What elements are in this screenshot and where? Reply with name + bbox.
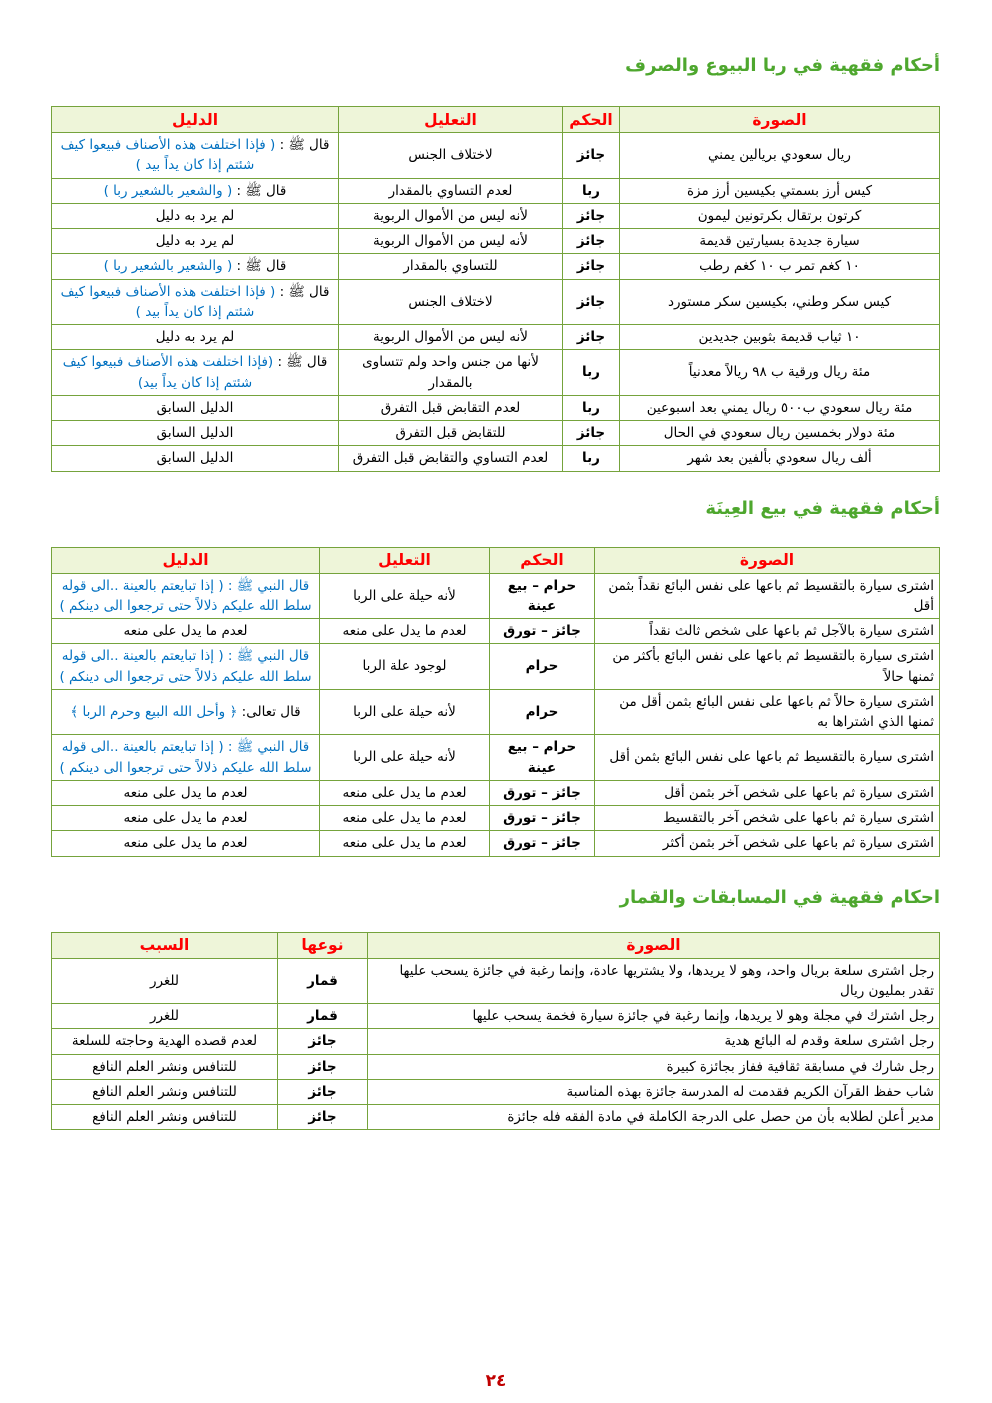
column-header-type: نوعها xyxy=(278,932,368,958)
reason-cell: لاختلاف الجنس xyxy=(339,279,563,325)
type-cell: جائز xyxy=(278,1029,368,1054)
table-row xyxy=(52,133,940,179)
table-row xyxy=(52,573,940,619)
case-cell: كيس سكر وطني، بكيسين سكر مستورد xyxy=(620,279,940,325)
cause-cell: للتنافس ونشر العلم النافع xyxy=(52,1079,278,1104)
reason-cell: لأنه ليس من الأموال الربوية xyxy=(339,229,563,254)
column-header-daleel: الدليل xyxy=(52,107,339,133)
case-cell: رجل شارك في مسابقة ثقافية ففاز بجائزة كبيرة xyxy=(368,1054,940,1079)
evidence-cell xyxy=(52,350,339,396)
ruling-cell: جائز – تورق xyxy=(490,831,595,856)
table-row xyxy=(52,421,940,446)
qimar-table xyxy=(51,932,940,1131)
evidence-cell xyxy=(52,133,339,179)
case-cell: مئة ريال سعودي ب٥٠٠ ريال يمني بعد اسبوعين xyxy=(620,395,940,420)
evidence-quote: ( فإذا اختلفت هذه الأصناف فبيعوا كيف شئتم إذا كان يداً بيد ) xyxy=(60,137,276,174)
cause-cell: للغرر xyxy=(52,958,278,1004)
case-cell: شاب حفظ القرآن الكريم فقدمت له المدرسة جائزة بهذه المناسبة xyxy=(368,1079,940,1104)
evidence-cell xyxy=(52,178,339,203)
table-row xyxy=(52,1079,940,1104)
ruling-cell: جائز xyxy=(563,229,620,254)
column-header-taleel: التعليل xyxy=(339,107,563,133)
case-cell: اشترى سيارة ثم باعها على شخص آخر بثمن أكثر xyxy=(595,831,940,856)
eenah-table xyxy=(51,547,940,857)
evidence-cell: قال النبي ﷺ : ( إذا تبايعتم بالعينة ..الى قوله سلط الله عليكم ذلالاً حتى ترجعوا الى دينكم ) xyxy=(52,573,320,619)
case-cell: رجل اشترك في مجلة وهو لا يريدها، وإنما رغبة في جائزة سيارة فخمة يسحب عليها xyxy=(368,1004,940,1029)
evidence-cell: لم يرد به دليل xyxy=(52,325,339,350)
ruling-cell: جائز xyxy=(563,254,620,279)
table-row xyxy=(52,229,940,254)
ruling-cell: ربا xyxy=(563,395,620,420)
table-row xyxy=(52,395,940,420)
table-row xyxy=(52,1029,940,1054)
reason-cell: لأنه ليس من الأموال الربوية xyxy=(339,325,563,350)
evidence-cell: الدليل السابق xyxy=(52,446,339,471)
ruling-cell: جائز xyxy=(563,279,620,325)
type-cell: قمار xyxy=(278,958,368,1004)
evidence-quote: ﴿ وأحل الله البيع وحرم الربا ﴾ xyxy=(70,703,238,720)
case-cell: ١٠ ثياب قديمة بثوبين جديدين xyxy=(620,325,940,350)
evidence-cell: لم يرد به دليل xyxy=(52,203,339,228)
type-cell: قمار xyxy=(278,1004,368,1029)
table-row xyxy=(52,254,940,279)
case-cell: اشترى سيارة حالاً ثم باعها على نفس البائع بثمن أقل من ثمنها الذي اشتراها به xyxy=(595,689,940,735)
case-cell: كرتون برتقال بكرتونين ليمون xyxy=(620,203,940,228)
table-row xyxy=(52,178,940,203)
ruling-cell: جائز – تورق xyxy=(490,619,595,644)
page-number: ٢٤ xyxy=(485,1371,507,1391)
table-row xyxy=(52,689,940,735)
ruling-cell: حرام xyxy=(490,689,595,735)
reason-cell: لأنه حيلة على الربا xyxy=(320,573,490,619)
evidence-prefix: قال ﷺ : xyxy=(273,354,328,371)
table-row xyxy=(52,203,940,228)
table-row xyxy=(52,1054,940,1079)
reason-cell: لوجود علة الربا xyxy=(320,644,490,690)
cause-cell: للتنافس ونشر العلم النافع xyxy=(52,1105,278,1130)
evidence-cell: لعدم ما يدل على منعه xyxy=(52,831,320,856)
ruling-cell: جائز xyxy=(563,133,620,179)
qimar-section-title: احكام فقهية في المسابقات والقمار xyxy=(619,886,940,908)
evidence-prefix: قال ﷺ : xyxy=(232,258,287,275)
reason-cell: لأنه حيلة على الربا xyxy=(320,735,490,781)
column-header-soorah: الصورة xyxy=(620,107,940,133)
evidence-cell xyxy=(52,689,320,735)
reason-cell: للتقابض قبل التفرق xyxy=(339,421,563,446)
evidence-cell: لعدم ما يدل على منعه xyxy=(52,806,320,831)
evidence-cell: لعدم ما يدل على منعه xyxy=(52,619,320,644)
table-row xyxy=(52,958,940,1004)
table-row xyxy=(52,831,940,856)
table-row xyxy=(52,806,940,831)
table-row xyxy=(52,735,940,781)
table-row xyxy=(52,1105,940,1130)
evidence-prefix: قال ﷺ : xyxy=(232,182,287,199)
evidence-cell: الدليل السابق xyxy=(52,421,339,446)
reason-cell: لعدم ما يدل على منعه xyxy=(320,831,490,856)
evidence-prefix: قال ﷺ : xyxy=(275,283,330,300)
table-row xyxy=(52,350,940,396)
ruling-cell: جائز xyxy=(563,325,620,350)
reason-cell: لعدم التقابض قبل التفرق xyxy=(339,395,563,420)
ruling-cell: ربا xyxy=(563,178,620,203)
column-header-daleel: الدليل xyxy=(52,547,320,573)
case-cell: اشترى سيارة بالتقسيط ثم باعها على نفس البائع بأكثر من ثمنها حالاً xyxy=(595,644,940,690)
reason-cell: لأنها من جنس واحد ولم تتساوى بالمقدار xyxy=(339,350,563,396)
reason-cell: لعدم ما يدل على منعه xyxy=(320,806,490,831)
case-cell: مدير أعلن لطلابه بأن من حصل على الدرجة الكاملة في مادة الفقه فله جائزة xyxy=(368,1105,940,1130)
column-header-hukm: الحكم xyxy=(490,547,595,573)
column-header-soorah: الصورة xyxy=(368,932,940,958)
column-header-taleel: التعليل xyxy=(320,547,490,573)
case-cell: مئة دولار بخمسين ريال سعودي في الحال xyxy=(620,421,940,446)
case-cell: ريال سعودي بريالين يمني xyxy=(620,133,940,179)
case-cell: اشترى سيارة بالتقسيط ثم باعها على نفس البائع بثمن أقل xyxy=(595,735,940,781)
table-row xyxy=(52,619,940,644)
reason-cell: لعدم التساوي والتقابض قبل التفرق xyxy=(339,446,563,471)
reason-cell: لاختلاف الجنس xyxy=(339,133,563,179)
riba-table xyxy=(51,106,940,472)
case-cell: رجل اشترى سلعة وقدم له البائع هدية xyxy=(368,1029,940,1054)
ruling-cell: ربا xyxy=(563,446,620,471)
reason-cell: لعدم ما يدل على منعه xyxy=(320,780,490,805)
riba-header-row xyxy=(52,107,940,133)
evidence-prefix: قال ﷺ : xyxy=(275,137,330,153)
type-cell: جائز xyxy=(278,1105,368,1130)
case-cell: اشترى سيارة ثم باعها على شخص آخر بالتقسيط xyxy=(595,806,940,831)
table-row xyxy=(52,446,940,471)
cause-cell: للغرر xyxy=(52,1004,278,1029)
evidence-prefix: قال تعالى: xyxy=(237,703,301,720)
case-cell: مئة ريال ورقية ب ٩٨ ريالاً معدنياً xyxy=(620,350,940,396)
case-cell: اشترى سيارة ثم باعها على شخص آخر بثمن أقل xyxy=(595,780,940,805)
evidence-cell: قال النبي ﷺ : ( إذا تبايعتم بالعينة ..الى قوله سلط الله عليكم ذلالاً حتى ترجعوا الى دينكم ) xyxy=(52,644,320,690)
evidence-cell: لم يرد به دليل xyxy=(52,229,339,254)
qimar-header-row xyxy=(52,932,940,958)
case-cell: اشترى سيارة بالآجل ثم باعها على شخص ثالث نقداً xyxy=(595,619,940,644)
table-row xyxy=(52,1004,940,1029)
type-cell: جائز xyxy=(278,1079,368,1104)
reason-cell: لعدم ما يدل على منعه xyxy=(320,619,490,644)
evidence-cell xyxy=(52,279,339,325)
table-row xyxy=(52,780,940,805)
ruling-cell: حرام xyxy=(490,644,595,690)
reason-cell: للتساوي بالمقدار xyxy=(339,254,563,279)
column-header-hukm: الحكم xyxy=(563,107,620,133)
ruling-cell: جائز xyxy=(563,203,620,228)
evidence-quote: ( والشعير بالشعير ربا ) xyxy=(103,258,233,275)
evidence-cell: لعدم ما يدل على منعه xyxy=(52,780,320,805)
column-header-sabab: السبب xyxy=(52,932,278,958)
cause-cell: للتنافس ونشر العلم النافع xyxy=(52,1054,278,1079)
evidence-quote: ( فإذا اختلفت هذه الأصناف فبيعوا كيف شئتم إذا كان يداً بيد ) xyxy=(60,283,276,320)
ruling-cell: جائز – تورق xyxy=(490,780,595,805)
column-header-soorah: الصورة xyxy=(595,547,940,573)
ruling-cell: جائز – تورق xyxy=(490,806,595,831)
table-row xyxy=(52,279,940,325)
case-cell: ألف ريال سعودي بألفين بعد شهر xyxy=(620,446,940,471)
ruling-cell: حرام – بيع عينة xyxy=(490,573,595,619)
cause-cell: لعدم قصده الهدية وحاجته للسلعة xyxy=(52,1029,278,1054)
evidence-cell xyxy=(52,254,339,279)
evidence-cell: قال النبي ﷺ : ( إذا تبايعتم بالعينة ..الى قوله سلط الله عليكم ذلالاً حتى ترجعوا الى دينكم ) xyxy=(52,735,320,781)
eenah-header-row xyxy=(52,547,940,573)
case-cell: كيس أرز بسمتي بكيسين أرز مزة xyxy=(620,178,940,203)
case-cell: ١٠ كغم تمر ب ١٠ كغم رطب xyxy=(620,254,940,279)
reason-cell: لأنه ليس من الأموال الربوية xyxy=(339,203,563,228)
case-cell: رجل اشترى سلعة بريال واحد، وهو لا يريدها، ولا يشتريها عادة، وإنما رغبة في جائزة يسحب عليها تقدر بمليون ريال xyxy=(368,958,940,1004)
table-row xyxy=(52,325,940,350)
case-cell: سيارة جديدة بسيارتين قديمة xyxy=(620,229,940,254)
reason-cell: لعدم التساوي بالمقدار xyxy=(339,178,563,203)
evidence-cell: الدليل السابق xyxy=(52,395,339,420)
type-cell: جائز xyxy=(278,1054,368,1079)
table-row xyxy=(52,644,940,690)
evidence-quote: ( والشعير بالشعير ربا ) xyxy=(103,182,233,199)
reason-cell: لأنه حيلة على الربا xyxy=(320,689,490,735)
evidence-quote: (فإذا اختلفت هذه الأصناف فبيعوا كيف شئتم إذا كان يداً بيد) xyxy=(62,354,274,391)
case-cell: اشترى سيارة بالتقسيط ثم باعها على نفس البائع نقداً بثمن أقل xyxy=(595,573,940,619)
ruling-cell: حرام – بيع عينة xyxy=(490,735,595,781)
ruling-cell: جائز xyxy=(563,421,620,446)
eenah-section-title: أحكام فقهية في بيع العِينَة xyxy=(705,497,940,519)
ruling-cell: ربا xyxy=(563,350,620,396)
riba-section-title: أحكام فقهية في ربا البيوع والصرف xyxy=(625,55,940,76)
